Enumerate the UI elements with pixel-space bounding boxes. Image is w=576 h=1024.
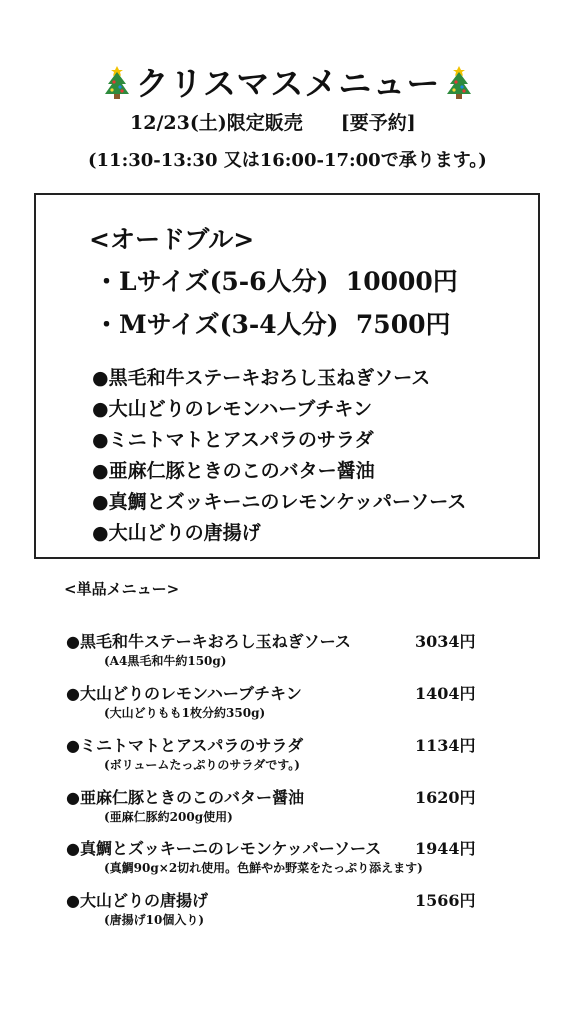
menu-item-price: 1134円 [415,736,476,755]
page-title: クリスマスメニュー [135,64,441,103]
order-hours-line: (11:30-13:30 又は16:00-17:00で承ります。) [88,150,487,171]
size-option-m: ・Mサイズ(3-4人分) 7500円 [94,310,451,339]
menu-item-note: (ボリュームたっぷりのサラダです。) [104,758,300,772]
hors-doeuvre-box [34,193,540,559]
menu-item-price: 1404円 [415,684,476,703]
menu-item-price: 1944円 [415,839,476,858]
list-item: ●黒毛和牛ステーキおろし玉ねぎソース [92,367,431,389]
christmas-tree-icon [444,64,474,100]
menu-item-name: ●黒毛和牛ステーキおろし玉ねぎソース [66,632,351,651]
menu-item-note: (真鯛90g×2切れ使用。色鮮やか野菜をたっぷり添えます) [104,861,423,875]
menu-item-name: ●ミニトマトとアスパラのサラダ [66,736,304,755]
menu-item-name: ●亜麻仁豚ときのこのバター醤油 [66,788,304,807]
list-item: ●大山どりの唐揚げ [92,522,261,544]
list-item: ●真鯛とズッキーニのレモンケッパーソース [92,491,467,513]
list-item: ●亜麻仁豚ときのこのバター醤油 [92,460,375,482]
menu-item-price: 1566円 [415,891,476,910]
menu-item-price: 3034円 [415,632,476,651]
menu-item-note: (亜麻仁豚約200g使用) [104,810,233,824]
christmas-tree-icon [102,64,132,100]
menu-item-name: ●真鯛とズッキーニのレモンケッパーソース [66,839,382,858]
menu-item-name: ●大山どりの唐揚げ [66,891,208,910]
menu-item-price: 1620円 [415,788,476,807]
hors-doeuvre-heading: <オードブル> [89,225,255,254]
list-item: ●ミニトマトとアスパラのサラダ [92,429,374,451]
menu-item-note: (大山どりもも1枚分約350g) [104,706,266,720]
list-item: ●大山どりのレモンハーブチキン [92,398,373,420]
menu-item-name: ●大山どりのレモンハーブチキン [66,684,302,703]
menu-item-note: (唐揚げ10個入り) [104,913,205,927]
title-row [0,58,576,105]
sale-date-line: 12/23(土)限定販売 [要予約] [130,112,416,134]
single-menu-heading: <単品メニュー> [64,580,180,598]
size-option-l: ・Lサイズ(5-6人分) 10000円 [94,267,458,296]
menu-item-note: (A4黒毛和牛約150g) [104,654,227,668]
